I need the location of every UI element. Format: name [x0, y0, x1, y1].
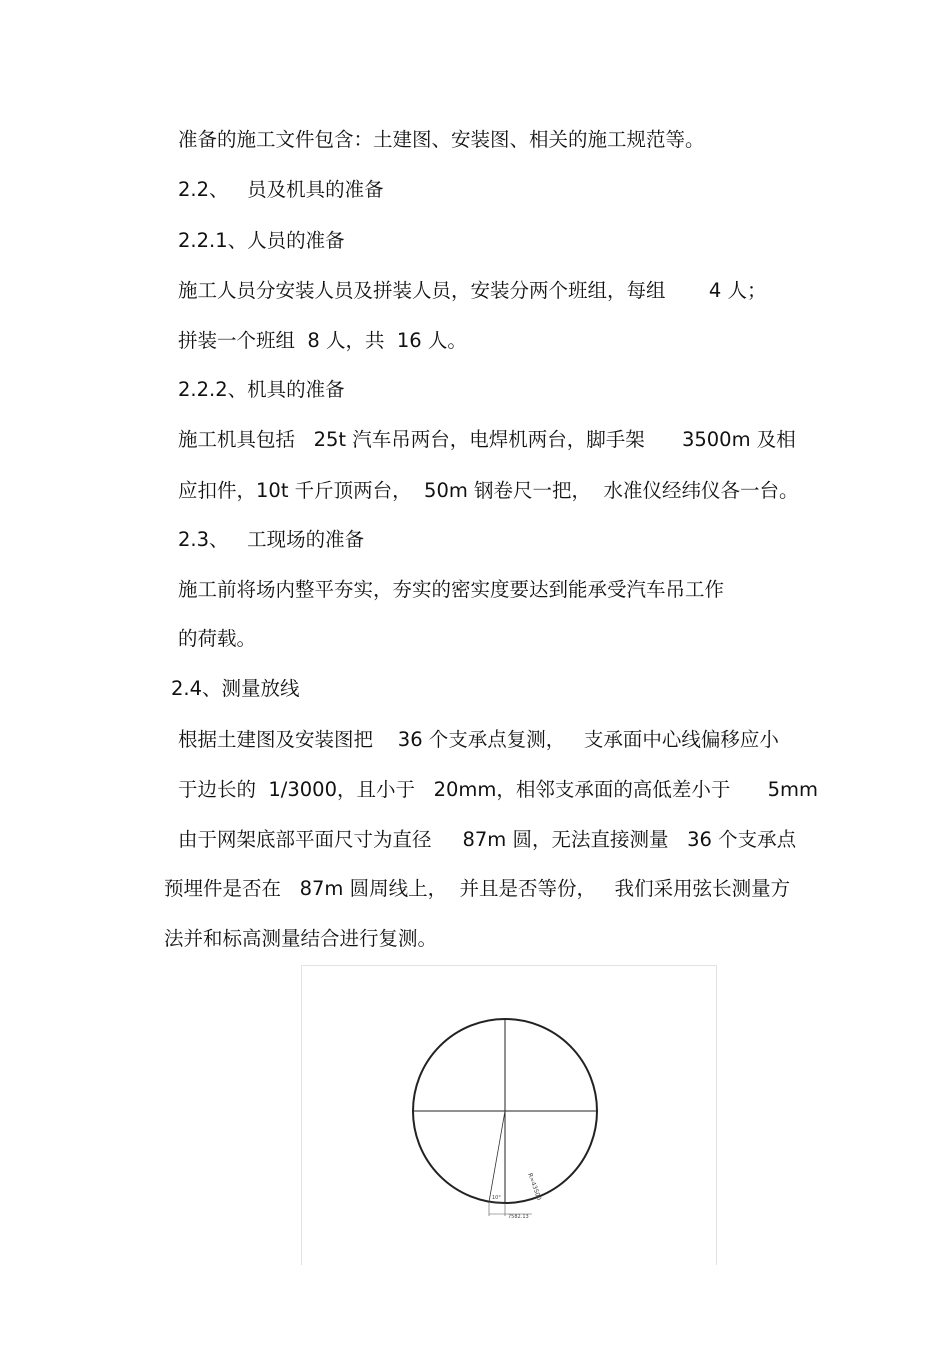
text-line-13: 根据土建图及安装图把 36 个支承点复测， 支承面中心线偏移应小: [178, 728, 779, 751]
circle-diagram: [302, 966, 718, 1266]
heading-2-2-2: 2.2.2、机具的准备: [178, 378, 345, 401]
text-line-11: 的荷载。: [178, 627, 257, 650]
text-line-10: 施工前将场内整平夯实，夯实的密实度要达到能承受汽车吊工作: [178, 578, 725, 601]
text-line-8: 应扣件，10t 千斤顶两台， 50m 钢卷尺一把， 水准仪经纬仪各一台。: [178, 479, 799, 502]
heading-2-3: 2.3、 工现场的准备: [178, 528, 365, 551]
text-line-7: 施工机具包括 25t 汽车吊两台，电焊机两台，脚手架 3500m 及相: [178, 428, 796, 451]
text-line-17: 法并和标高测量结合进行复测。: [164, 927, 438, 950]
angle-label: 10°: [492, 1195, 501, 1201]
radius-label: R=43500: [526, 1172, 543, 1202]
text-line-4: 施工人员分安装人员及拼装人员，安装分两个班组，每组 4 人；: [178, 279, 767, 302]
radius-line: [489, 1111, 505, 1202]
text-line-16: 预埋件是否在 87m 圆周线上， 并且是否等份， 我们采用弦长测量方: [164, 877, 791, 900]
text-line-15: 由于网架底部平面尺寸为直径 87m 圆，无法直接测量 36 个支承点: [178, 828, 797, 851]
heading-2-4: 2.4、测量放线: [171, 677, 300, 700]
heading-2-2: 2.2、 员及机具的准备: [178, 178, 384, 201]
text-line-5: 拼装一个班组 8 人，共 16 人。: [178, 329, 467, 352]
text-line-1: 准备的施工文件包含：土建图、安装图、相关的施工规范等。: [178, 128, 705, 151]
heading-2-2-1: 2.2.1、人员的准备: [178, 229, 345, 252]
text-line-14: 于边长的 1/3000，且小于 20mm，相邻支承面的高低差小于 5mm: [178, 778, 818, 801]
chord-label: 7582.13: [508, 1214, 529, 1220]
circle-figure: [301, 965, 717, 1265]
